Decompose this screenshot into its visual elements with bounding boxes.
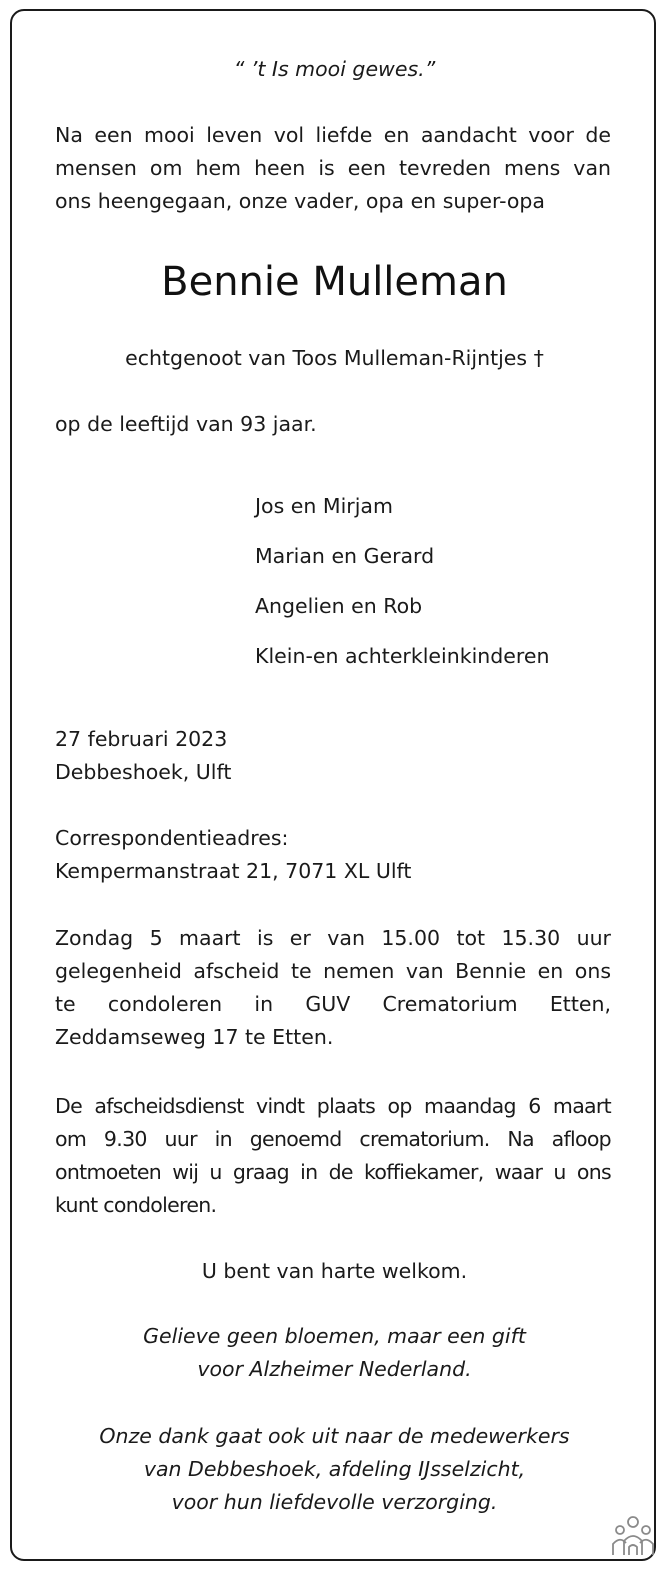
thanks-note-line: Onze dank gaat ook uit naar de medewerkers xyxy=(99,1424,570,1448)
welcome-line: U bent van harte welkom. xyxy=(201,1259,468,1283)
spouse-line: echtgenoot van Toos Mulleman-Rijntjes † xyxy=(125,346,544,370)
service-paragraph xyxy=(55,1090,611,1222)
correspondence-address: Kempermanstraat 21, 7071 XL Ulft xyxy=(55,859,412,883)
thanks-note-line: van Debbeshoek, afdeling IJsselzicht, xyxy=(143,1457,526,1481)
family-logo-icon xyxy=(610,1513,656,1559)
correspondence-label: Correspondentieadres: xyxy=(55,826,289,850)
intro-line: mensen om hem heen is een tevreden mens van xyxy=(55,156,611,180)
visit-line: Zeddamseweg 17 te Etten. xyxy=(55,1025,334,1049)
visit-line: te condoleren in GUV Crematorium Etten, xyxy=(55,992,611,1016)
intro-line: ons heengegaan, onze vader, opa en super-opa xyxy=(55,189,545,213)
visit-line: gelegenheid afscheid te nemen van Bennie en ons xyxy=(55,959,611,983)
motto: “ ’t Is mooi gewes.” xyxy=(233,57,436,81)
place-line: Debbeshoek, Ulft xyxy=(55,760,232,784)
intro-line: Na een mooi leven vol liefde en aandacht voor de xyxy=(55,123,611,147)
intro-paragraph xyxy=(55,119,611,218)
service-line: De afscheidsdienst vindt plaats op maandag 6 maart xyxy=(55,1094,611,1118)
flowers-note-line: voor Alzheimer Nederland. xyxy=(197,1357,472,1381)
age-line: op de leeftijd van 93 jaar. xyxy=(55,412,317,436)
flowers-note-line: Gelieve geen bloemen, maar een gift xyxy=(143,1324,526,1348)
service-line: ontmoeten wij u graag in de koffiekamer, waar u ons xyxy=(55,1160,611,1184)
family-member: Klein-en achterkleinkinderen xyxy=(255,644,550,668)
visit-line: Zondag 5 maart is er van 15.00 tot 15.30 uur xyxy=(55,926,611,950)
service-line: om 9.30 uur in genoemd crematorium. Na afloop xyxy=(55,1127,611,1151)
service-line: kunt condoleren. xyxy=(55,1193,217,1217)
deceased-name: Bennie Mulleman xyxy=(161,259,508,305)
visit-paragraph xyxy=(55,922,611,1054)
date-line: 27 februari 2023 xyxy=(55,727,228,751)
thanks-note-line: voor hun liefdevolle verzorging. xyxy=(171,1490,498,1514)
family-member: Jos en Mirjam xyxy=(255,494,393,518)
family-member: Angelien en Rob xyxy=(255,594,423,618)
family-member: Marian en Gerard xyxy=(255,544,435,568)
